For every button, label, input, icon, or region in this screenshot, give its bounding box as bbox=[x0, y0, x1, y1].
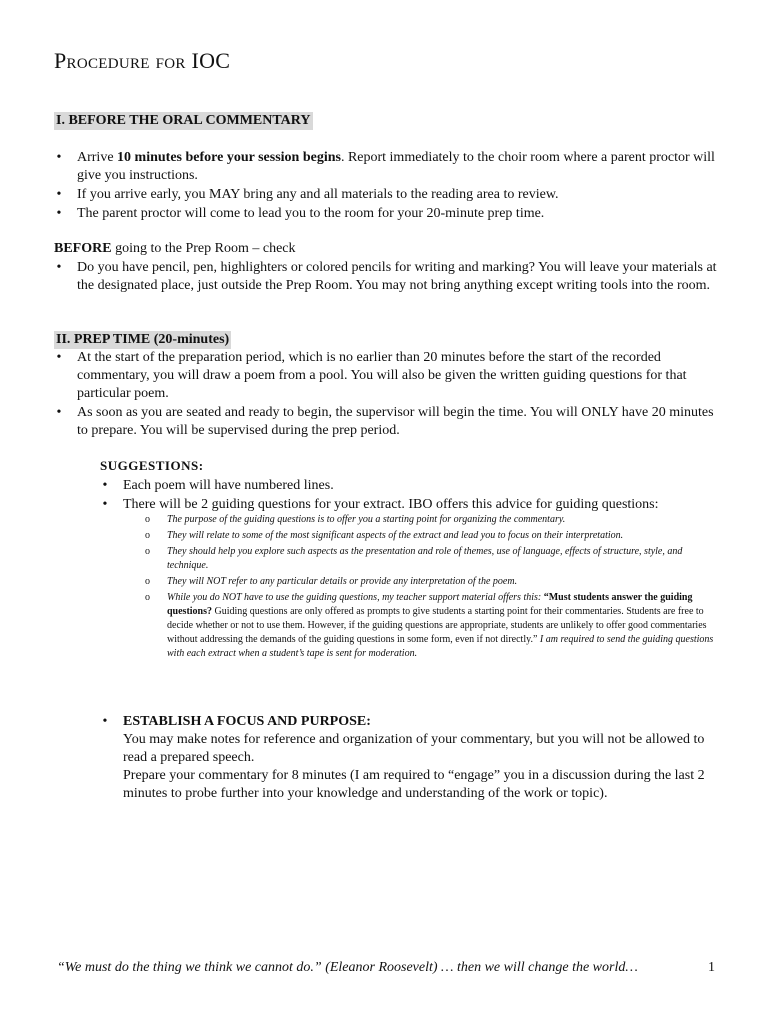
list-item: • As soon as you are seated and ready to begin, the supervisor will begin the time. You will ONLY have 20 minutes to prepare. You will be supervised during the prep period. bbox=[54, 404, 719, 440]
list-item: • Do you have pencil, pen, highlighters or colored pencils for writing and marking? You will leave your materials at the designated place, just outside the Prep Room. You may not bring anything except writing tools into the room. bbox=[54, 259, 719, 295]
circle-bullet-icon: o bbox=[145, 514, 150, 525]
before-list bbox=[54, 149, 719, 224]
list-item: o The purpose of the guiding questions is to offer you a starting point for organizing the commentary. bbox=[145, 514, 566, 525]
focus-heading: ESTABLISH A FOCUS AND PURPOSE: bbox=[123, 714, 371, 729]
suggestions-heading: SUGGESTIONS: bbox=[100, 458, 204, 473]
list-item: • At the start of the preparation period, which is no earlier than 20 minutes before the start of the recorded commentary, you will draw a poem from a pool. You will also be given the written guiding questions for that particular poem. bbox=[54, 349, 719, 403]
list-item: • If you arrive early, you MAY bring any and all materials to the reading area to review. bbox=[54, 186, 719, 204]
list-item: • The parent proctor will come to lead you to the room for your 20-minute prep time. bbox=[54, 205, 719, 223]
section-heading-prep-time: II. PREP TIME (20-minutes) bbox=[56, 332, 230, 347]
bullet-icon: • bbox=[56, 405, 62, 420]
list-item: • Each poem will have numbered lines. bbox=[100, 477, 715, 495]
bullet-icon: • bbox=[56, 150, 62, 165]
bullet-icon: • bbox=[102, 497, 108, 512]
list-item: o They will NOT refer to any particular details or provide any interpretation of the poem. bbox=[145, 576, 518, 587]
bullet-icon: • bbox=[56, 260, 62, 275]
page-number: 1 bbox=[708, 960, 715, 975]
circle-bullet-icon: o bbox=[145, 530, 150, 541]
bullet-icon: • bbox=[102, 714, 108, 729]
list-item: o They should help you explore such aspects as the presentation and role of themes, use of language, effects of structure, style, and technique. bbox=[145, 546, 683, 571]
prep-list bbox=[54, 349, 719, 441]
footer-quote: “We must do the thing we think we cannot do.” (Eleanor Roosevelt) … then we will change the world… bbox=[57, 960, 638, 975]
circle-bullet-icon: o bbox=[145, 546, 150, 557]
list-item: • ESTABLISH A FOCUS AND PURPOSE: You may make notes for reference and organization of your commentary, but you will not be allowed to read a prepared speech. Prepare your commentary for 8 minutes (I am required to “engage” you in a discussion during the last 2 minutes to probe further into your knowledge and understanding of the work or topic). bbox=[100, 713, 715, 803]
list-item: • Arrive 10 minutes before your session begins. Report immediately to the choir room where a parent proctor will give you instructions. bbox=[54, 149, 719, 185]
bullet-icon: • bbox=[56, 206, 62, 221]
guiding-questions-sublist bbox=[145, 513, 715, 663]
focus-list bbox=[100, 713, 715, 804]
list-item: o They will relate to some of the most significant aspects of the extract and lead you to focus on their interpretation. bbox=[145, 530, 624, 541]
circle-bullet-icon: o bbox=[145, 576, 150, 587]
bullet-icon: • bbox=[56, 350, 62, 365]
bullet-icon: • bbox=[102, 478, 108, 493]
list-item: o While you do NOT have to use the guiding questions, my teacher support material offers this: “Must students answer the guiding questions? Guiding questions are only offered as prompts to give students a starting point for their commentaries. Students are free to decide whether or not to use them. However, if the guiding questions are appropriate, students are unlikely to offer good commentaries without addressing the demands of the guiding questions in some form, even if not directly.” I am required to send the guiding questions with each extract when a student’s tape is sent for moderation. bbox=[145, 592, 714, 659]
circle-bullet-icon: o bbox=[145, 592, 150, 603]
check-list bbox=[54, 259, 719, 296]
list-item: • There will be 2 guiding questions for your extract. IBO offers this advice for guiding questions: bbox=[100, 496, 715, 514]
suggestions-list bbox=[100, 477, 715, 515]
before-check-line: BEFORE going to the Prep Room – check bbox=[54, 241, 296, 256]
section-heading-before: I. BEFORE THE ORAL COMMENTARY bbox=[56, 113, 311, 128]
footer bbox=[57, 959, 717, 977]
bullet-icon: • bbox=[56, 187, 62, 202]
page-title: Procedure for IOC bbox=[54, 48, 231, 73]
